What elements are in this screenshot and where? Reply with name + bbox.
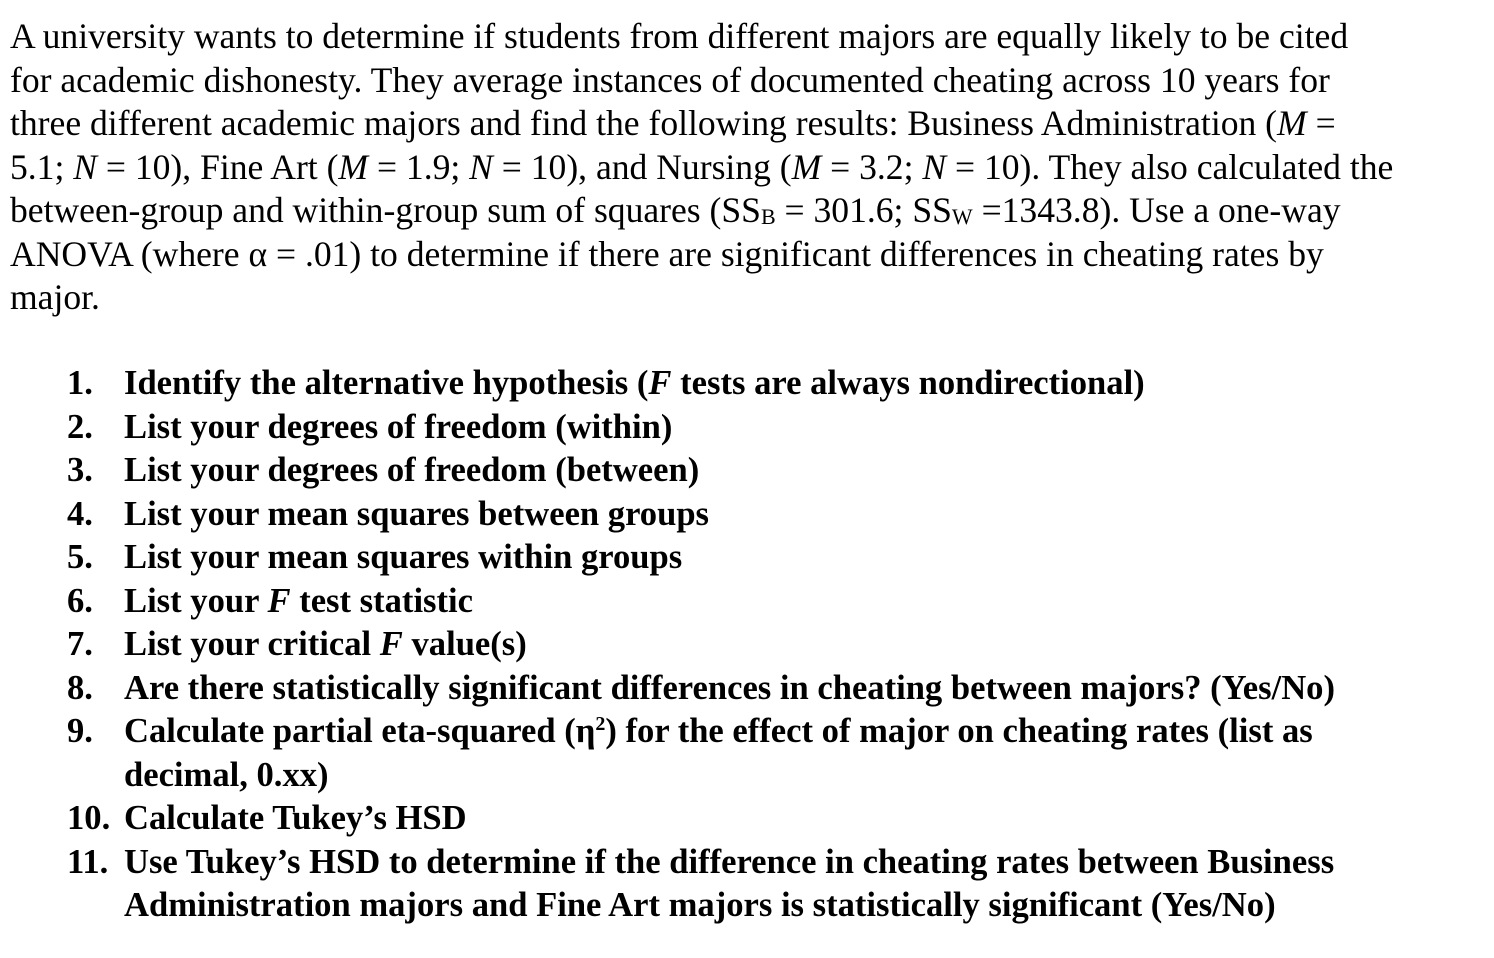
item-number: 3. [67,451,93,489]
problem-line-4: 5.1; N = 10), Fine Art (M = 1.9; N = 10), and Nursing (M = 3.2; N = 10). They also calculated the [10,146,1394,187]
list-item: 5. List your mean squares within groups [67,536,1487,580]
item-number: 8. [67,668,93,707]
list-item: 10. Calculate Tukey’s HSD [67,797,1487,841]
list-item: 9. Calculate partial eta-squared $(\eta^2)$ for the effect of major on cheating rates (list as decimal, 0.xx) [67,712,1313,794]
item-number: 2. [67,407,93,446]
problem-line-3: three different academic majors and find the following results: Business Administration (M = [10,103,1336,143]
item-number: 6. [67,581,93,620]
list-item: 6. List your F test statistic [67,580,1487,624]
list-item: 4. List your mean squares between groups [67,493,1487,537]
problem-line-2: for academic dishonesty. They average instances of documented cheating across 10 years for [10,59,1330,100]
list-item: 8. Are there statistically significant differences in cheating between majors? (Yes/No) [67,667,1487,711]
problem-line-5: between-group and within-group sum of squares ($SS_B = 301.6$; $SS_W =1343.8$). Use a one-way [10,190,1341,230]
problem-statement [10,15,1488,320]
item-number: 1. [67,364,93,402]
problem-line-1: A university wants to determine if students from different majors are equally likely to be cited [10,16,1349,56]
item-number: 10. [67,799,111,837]
item-number: 4. [67,494,93,533]
item-number: 9. [67,712,93,750]
list-item: 3. List your degrees of freedom (between) [67,449,1487,493]
list-item: 2. List your degrees of freedom (within) [67,406,1487,450]
item-number: 7. [67,625,93,663]
question-list [67,362,1487,928]
list-item: 1. Identify the alternative hypothesis (F tests are always nondirectional) [67,362,1487,406]
item-number: 11. [67,842,109,881]
item-number: 5. [67,538,93,576]
problem-line-6: ANOVA (where α = .01) to determine if there are significant differences in cheating rates by [10,233,1324,274]
problem-line-7: major. [10,277,100,317]
list-item: 7. List your critical F value(s) [67,623,1487,667]
list-item: 11. Use Tukey’s HSD to determine if the difference in cheating rates between Business Administration majors and Fine Art majors is statistically significant (Yes/No) [67,842,1335,924]
